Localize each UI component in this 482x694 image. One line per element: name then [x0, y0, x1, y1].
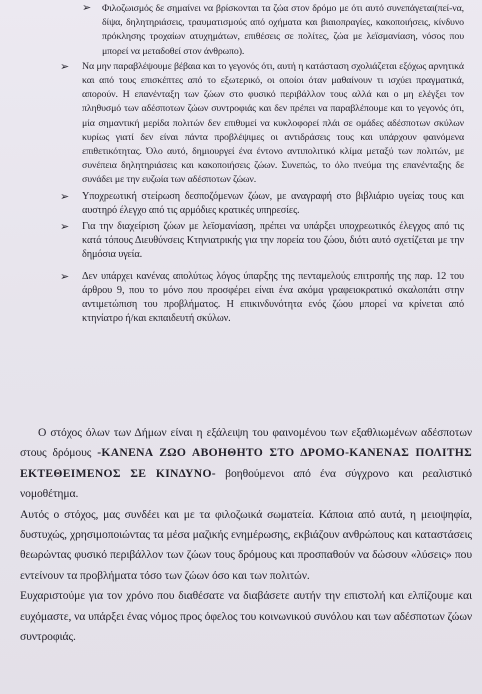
bullet-text: Για την διαχείριση ζώων με λεϊσμανίαση, πρέπει να υπάρξει υποχρεωτικός έλεγχος από τις κατά τόπους Διευθύνσεις Κτηνιατρικής για την πορεία του ζώου, διότι αυτό σχετίζεται με την δημόσια υγεία. — [82, 221, 464, 261]
arrowhead-bullet-icon: ➢ — [82, 1, 92, 14]
letter-body — [20, 423, 472, 647]
bullet-item — [0, 270, 482, 327]
arrowhead-bullet-icon: ➢ — [60, 220, 70, 234]
bullet-item — [0, 2, 482, 59]
arrowhead-bullet-icon: ➢ — [60, 189, 70, 203]
paragraph-thanks: Ευχαριστούμε για τον χρόνο που διαθέσατε να διαβάσετε αυτήν την επιστολή και ελπίζουμε και ευχόμαστε, να υπάρξει ένας νόμος προς όφελος του κοινωνικού συνόλου και των αδέσποτων ζώων συντροφιάς. — [20, 589, 472, 644]
bullet-text: Να μην παραβλέψουμε βέβαια και το γεγονός ότι, αυτή η κατάσταση σχολιάζεται εξόχως αρνητικά και από τους επισκέπτες από το εξωτερικό, οι οποίοι όταν μαθαίνουν τι ισχύει πραγματικά, απορούν. Η επανένταξη των ζώων στο φυσικό περιβάλλον τους αλλά και ο μη ελέγξει τον πληθυσμό των αδέσποτων ζώων συντροφιάς και δεν πρέπει να παραβλέπουμε και το γεγονός ότι, μία σημαντική μερίδα πολιτών δεν επιθυμεί να κυκλοφορεί πλάι σε ομάδες αδέσποτων σκύλων κυρίως γιατί δεν είναι πάντα προβλέψιμες οι αντιδράσεις τους και υπάρχουν φαινόμενα επιθετικότητας. Όλο αυτό, δημιουργεί ένα έντονο αντιπολιτικό κλίμα μεταξύ των πολιτών, με συνέπεια δηλητηριάσεις και κακοποιήσεις ζώων. Συνεπώς, το όλο πνεύμα της επανένταξης δε συνάδει με την ευζωία των αδέσποτων ζώων. — [82, 60, 464, 186]
bullet-item — [0, 190, 482, 218]
bullet-text: Υποχρεωτική στείρωση δεσποζόμενων ζώων, με αναγραφή στο βιβλιάριο υγείας τους και αυστηρό έλεγχο από τις αρμόδιες κρατικές υπηρεσίες. — [82, 190, 464, 216]
arrowhead-bullet-icon: ➢ — [60, 269, 70, 283]
goal-text: Ο στόχος όλων των Δήμων είναι η εξάλειψη του φαινομένου των εξαθλιωμένων αδέσποτων στους δρόμους — [20, 426, 472, 460]
paragraph-goal — [20, 423, 472, 505]
goal-slogan: -ΚΑΝΕΝΑ ΖΩΟ ΑΒΟΗΘΗΤΟ ΣΤΟ ΔΡΟΜΟ-ΚΑΝΕΝΑΣ ΠΟΛΙΤΗΣ ΕΚΤΕΘΕΙΜΕΝΟΣ ΣΕ ΚΙΝΔΥΝΟ- — [20, 446, 472, 480]
bullet-text: Φιλοζωισμός δε σημαίνει να βρίσκονται τα ζώα στον δρόμο με ότι αυτό συνεπάγεται(πεί-να, δίψα, δηλητηριάσεις, τραυματισμούς από οχήματα και βιαιοπραγίες, κακοποιήσεις, κίνδυνο πρόκλησης τροχαίων ατυχημάτων, επιθέσεις σε πολίτες, ζώα με λεϊσμανίαση, νόσος που μπορεί να μεταδοθεί στον άνθρωπο). — [102, 3, 464, 57]
arrowhead-bullet-icon: ➢ — [60, 59, 70, 73]
paragraph-associations: Αυτός ο στόχος, μας συνδέει και με τα φιλοζωικά σωματεία. Κάποια από αυτά, η μειοψηφία, δυστυχώς, χρησιμοποιώντας τα μέσα μαζικής ενημέρωσης, εκβιάζουν ανθρώπους και καταστάσεις θεωρώντας φυσικό περιβάλλον των ζώων τους δρόμους και προσπαθούν να δώσουν «λύσεις» που εντείνουν τα προβλήματα τόσο των ζώων όσο και των πολιτών. — [20, 507, 472, 582]
bullet-item — [0, 60, 482, 188]
bullet-list — [0, 2, 482, 326]
bullet-text: Δεν υπάρχει κανένας απολύτως λόγος ύπαρξης της πενταμελούς επιτροπής της παρ. 12 του άρθρου 9, που το μόνο που προσφέρει είναι ένα ακόμα γραφειοκρατικό σκαλοπάτι στην αντιμετώπιση του προβλήματος. Η επικινδυνότητα ενός ζώου μπορεί να κρίνεται από κτηνίατρο ή/και εκπαιδευτή σκύλων. — [82, 270, 464, 325]
bullet-item — [0, 220, 482, 263]
goal-text-end: βοηθούμενοι από ένα σύγχρονο και ρεαλιστικό νομοθέτημα. — [20, 466, 473, 501]
